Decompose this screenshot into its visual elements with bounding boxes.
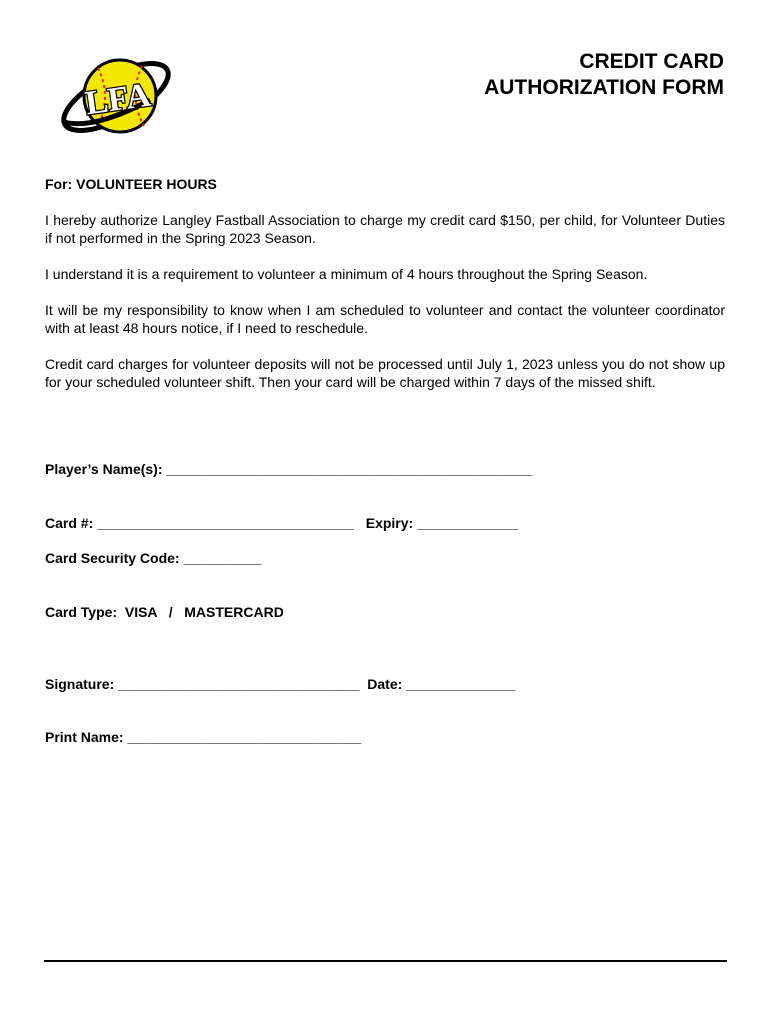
players-name-field[interactable]: Player’s Name(s): _______________________________________________	[45, 461, 533, 477]
signature-date-field[interactable]: Signature: _______________________________ Date: ______________	[45, 676, 516, 692]
title-line-1: CREDIT CARD	[579, 50, 724, 73]
charges-paragraph: Credit card charges for volunteer deposits will not be processed until July 1, 2023 unless you do not show up for your scheduled volunteer shift. Then your card will be charged within 7 days of the missed shift.	[45, 356, 725, 390]
form-title	[484, 49, 724, 101]
for-line: For: VOLUNTEER HOURS	[45, 176, 217, 192]
security-code-field[interactable]: Card Security Code: __________	[45, 550, 262, 566]
logo-letters: LFA	[82, 76, 153, 123]
form-body	[45, 175, 725, 409]
title-line-2: AUTHORIZATION FORM	[484, 76, 724, 99]
print-name-field[interactable]: Print Name: ______________________________	[45, 729, 362, 745]
lfa-logo	[54, 50, 178, 144]
card-type-field[interactable]: Card Type: VISA / MASTERCARD	[45, 604, 284, 620]
responsibility-paragraph: It will be my responsibility to know when I am scheduled to volunteer and contact the volunteer coordinator with at least 48 hours notice, if I need to reschedule.	[45, 302, 725, 336]
requirement-paragraph: I understand it is a requirement to volunteer a minimum of 4 hours throughout the Spring Season.	[45, 266, 648, 282]
footer-divider	[44, 960, 727, 962]
authorization-paragraph: I hereby authorize Langley Fastball Association to charge my credit card $150, per child, for Volunteer Duties if not performed in the Spring 2023 Season.	[45, 212, 725, 246]
card-number-expiry-field[interactable]: Card #: _________________________________ Expiry: _____________	[45, 515, 519, 531]
